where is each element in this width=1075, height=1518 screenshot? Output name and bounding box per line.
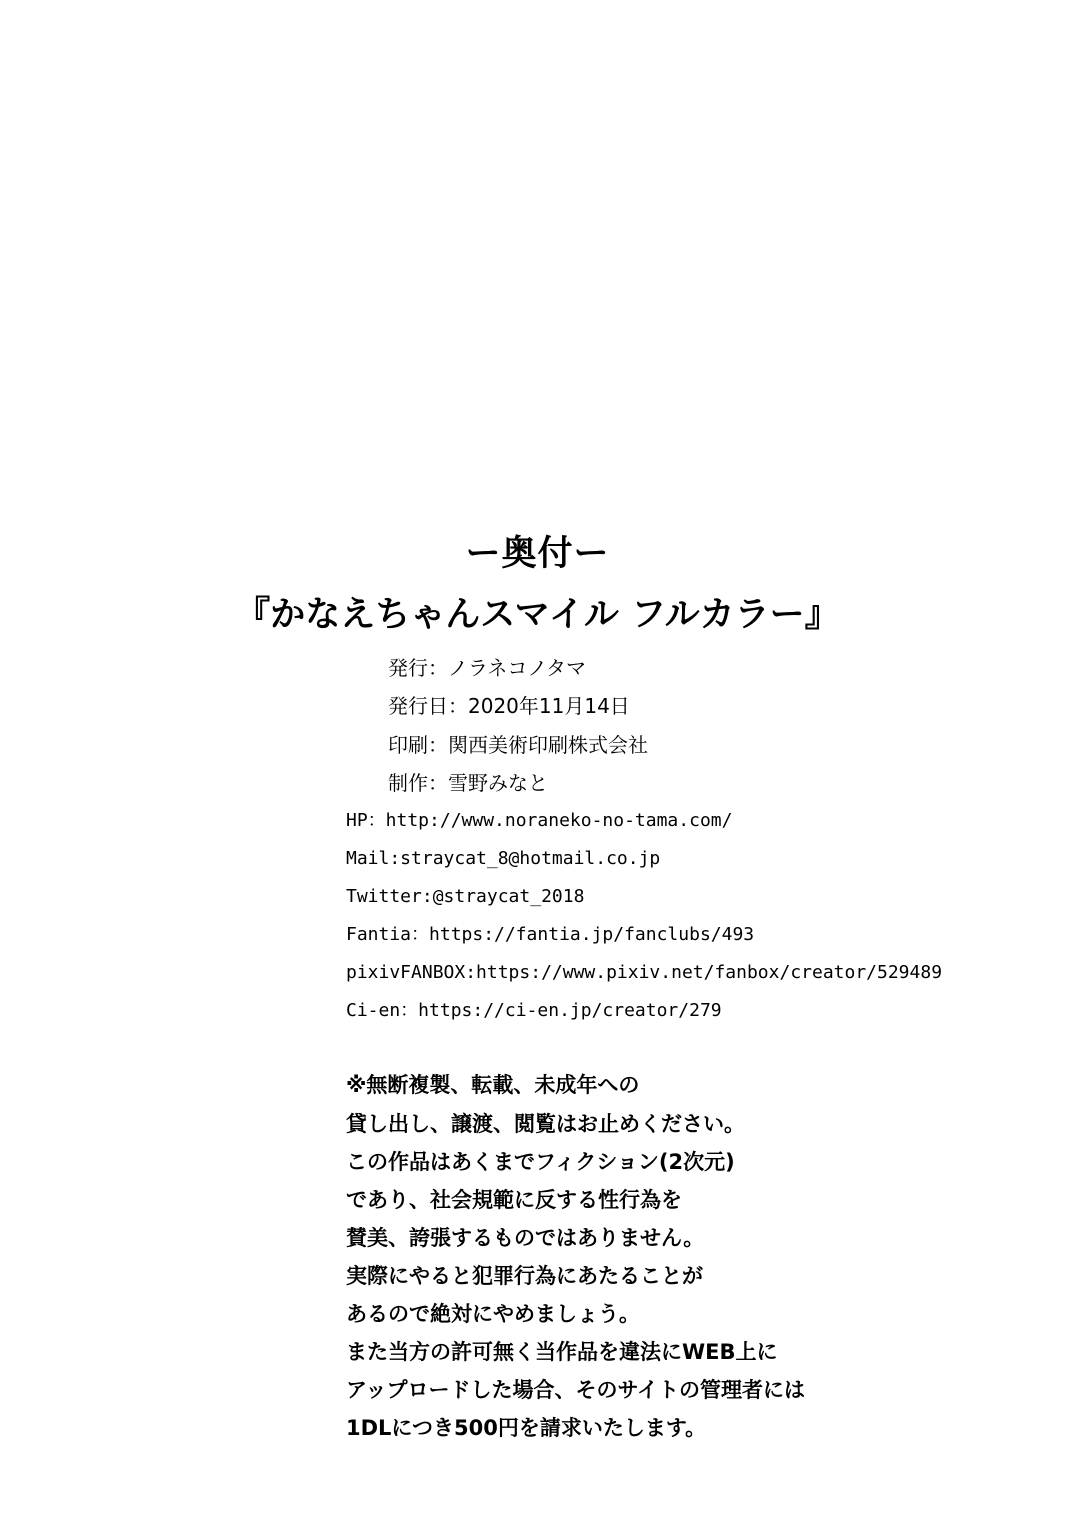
author-line: 制作：雪野みなと: [388, 771, 548, 795]
notice-line: であり、社会規範に反する性行為を: [346, 1188, 682, 1212]
publish-date-line: 発行日：2020年11月14日: [388, 694, 630, 718]
pixiv-fanbox-link[interactable]: pixivFANBOX:https://www.pixiv.net/fanbox/creator/529489: [346, 962, 943, 983]
printer-line: 印刷：関西美術印刷株式会社: [388, 733, 648, 757]
notice-line: 貸し出し、譲渡、閲覧はお止めください。: [346, 1112, 745, 1136]
fantia-link[interactable]: Fantia：https://fantia.jp/fanclubs/493: [346, 924, 755, 945]
ci-en-link[interactable]: Ci-en：https://ci-en.jp/creator/279: [346, 1000, 722, 1021]
notice-line: 実際にやると犯罪行為にあたることが: [346, 1264, 703, 1288]
notice-line: 賛美、誇張するものではありません。: [346, 1226, 705, 1250]
notice-line: アップロードした場合、そのサイトの管理者には: [346, 1378, 806, 1402]
book-title: 『かなえちゃんスマイル フルカラー』: [235, 595, 840, 635]
notice-line: あるので絶対にやめましょう。: [346, 1302, 640, 1326]
mail-link[interactable]: Mail:straycat_8@hotmail.co.jp: [346, 848, 661, 869]
publisher-line: 発行：ノラネコノタマ: [388, 656, 586, 680]
homepage-link[interactable]: HP：http://www.noraneko-no-tama.com/: [346, 810, 733, 831]
notice-line: 1DLにつき500円を請求いたします。: [346, 1416, 707, 1440]
twitter-link[interactable]: Twitter:@straycat_2018: [346, 886, 585, 907]
notice-line: ※無断複製、転載、未成年への: [346, 1073, 640, 1097]
notice-line: この作品はあくまでフィクション(2次元): [346, 1150, 735, 1174]
colophon-heading: ー奥付ー: [465, 534, 610, 574]
notice-line: また当方の許可無く当作品を違法にWEB上に: [346, 1340, 778, 1364]
